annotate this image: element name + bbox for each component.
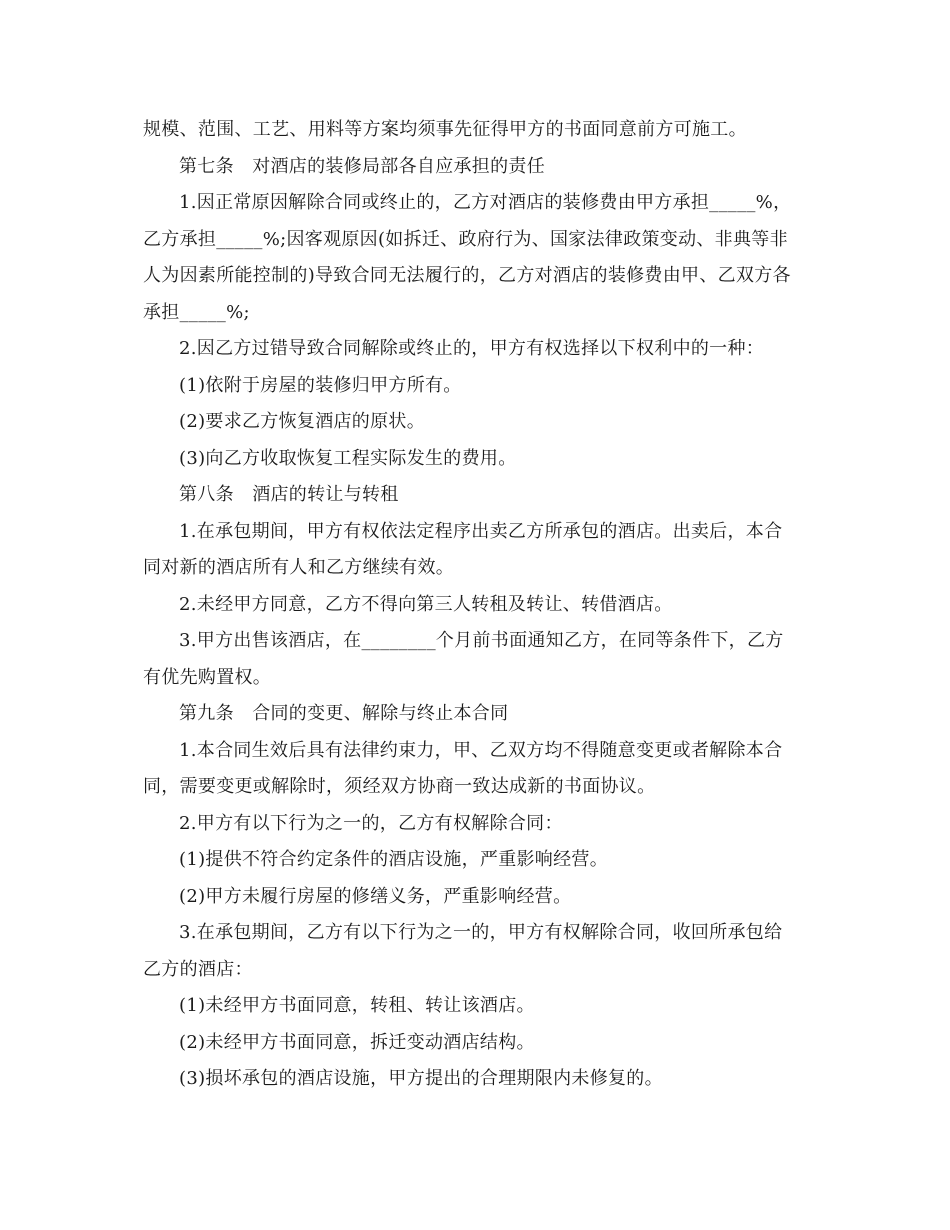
text-line: 1.因正常原因解除合同或终止的，乙方对酒店的装修费由甲方承担_____%， xyxy=(179,192,792,213)
text-line: 2.因乙方过错导致合同解除或终止的，甲方有权选择以下权利中的一种： xyxy=(179,338,765,359)
text-line: 承担_____%; xyxy=(143,301,250,323)
list-item: (2)未经甲方书面同意，拆迁变动酒店结构。 xyxy=(179,1031,535,1053)
text-line: 3.在承包期间，乙方有以下行为之一的，甲方有权解除合同，收回所承包给 xyxy=(179,922,783,943)
text-line: 人为因素所能控制的)导致合同无法履行的，乙方对酒店的装修费由甲、乙双方各 xyxy=(143,265,791,286)
list-item: (1)未经甲方书面同意，转租、转让该酒店。 xyxy=(179,995,535,1016)
text-line: 同对新的酒店所有人和乙方继续有效。 xyxy=(143,557,455,578)
text-line: 乙方承担_____%;因客观原因(如拆迁、政府行为、国家法律政策变动、非典等非 xyxy=(143,228,788,250)
list-item: (1)依附于房屋的装修归甲方所有。 xyxy=(179,374,462,396)
list-item: (2)要求乙方恢复酒店的原状。 xyxy=(179,411,425,432)
text-line: 同，需要变更或解除时，须经双方协商一致达成新的书面协议。 xyxy=(143,776,656,797)
text-line: 乙方的酒店： xyxy=(143,958,253,980)
list-item: (3)损坏承包的酒店设施，甲方提出的合理期限内未修复的。 xyxy=(179,1068,663,1089)
list-item: (1)提供不符合约定条件的酒店设施，严重影响经营。 xyxy=(179,849,608,870)
text-line: 2.未经甲方同意，乙方不得向第三人转租及转让、转借酒店。 xyxy=(179,593,673,615)
section-heading-8: 第八条 酒店的转让与转租 xyxy=(179,484,399,505)
section-heading-9: 第九条 合同的变更、解除与终止本合同 xyxy=(179,703,509,724)
list-item: (3)向乙方收取恢复工程实际发生的费用。 xyxy=(179,447,517,469)
list-item: (2)甲方未履行房屋的修缮义务，严重影响经营。 xyxy=(179,885,572,907)
text-line: 3.甲方出售该酒店，在________个月前书面通知乙方，在同等条件下，乙方 xyxy=(179,630,784,651)
text-line: 2.甲方有以下行为之一的，乙方有权解除合同： xyxy=(179,812,563,834)
section-heading-7: 第七条 对酒店的装修局部各自应承担的责任 xyxy=(179,155,545,177)
document-body xyxy=(143,112,808,1098)
text-line: 1.在承包期间，甲方有权依法定程序出卖乙方所承包的酒店。出卖后，本合 xyxy=(179,520,783,542)
text-line: 1.本合同生效后具有法律约束力，甲、乙双方均不得随意变更或者解除本合 xyxy=(179,739,783,761)
text-line: 有优先购置权。 xyxy=(143,666,272,688)
text-line: 规模、范围、工艺、用料等方案均须事先征得甲方的书面同意前方可施工。 xyxy=(143,119,747,140)
